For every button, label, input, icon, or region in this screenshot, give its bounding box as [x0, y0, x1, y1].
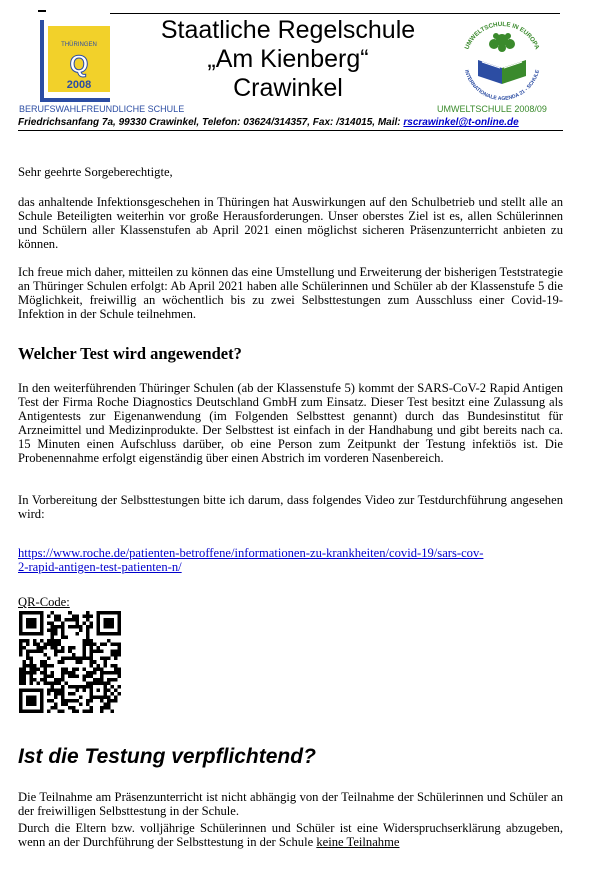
qr-code-icon[interactable] — [19, 611, 121, 713]
paragraph-3: In den weiterführenden Thüringer Schulen (ab der Klassenstufe 5) kommt der SARS-CoV-2 Rapid Antigen Test der Firma Roche Diagnostics Deutschland GmbH zum Einsatz. Dieser Test besitzt eine Zulassung als Antigentests zur Eigenanwendung (im Folgenden Selbsttest genannt) durch das Bundesinstitut für Arzneimittel und Medizinprodukte. Der Selbsttest ist einfach in der Handhabung und gibt bereits nach ca. 15 Minuten einen Aufschluss darüber, ob eine Person zum Zeitpunkt der Testung infektiös ist. Die Probenennahme erfolgt eigenständig über einen Abstrich im vorderen Nasenbereich. — [18, 381, 563, 466]
qr-label — [18, 595, 563, 609]
video-link-line-1[interactable]: https://www.roche.de/patienten-betroffene/informationen-zu-krankheiten/covid-19/sars-cov- — [18, 546, 484, 560]
title-line-2: „Am Kienberg“ — [207, 45, 369, 73]
address-text: Friedrichsanfang 7a, 99330 Crawinkel, Telefon: 03624/314357, Fax: /314015, Mail: — [18, 117, 404, 128]
paragraph-2: Ich freue mich daher, mitteilen zu können das eine Umstellung und Erweiterung der bisherigen Teststrategie an Thüringer Schulen erfolgt: Ab April 2021 haben alle Schülerinnen und Schüler ab der Klassenstufe 5 die Möglichkeit, freiwillig an wöchentlich bis zu zwei Selbsttestungen zum Ausschluss einer Covid-19-Infektion in der Schule teilnehmen. — [18, 265, 563, 322]
paragraph-5: Die Teilnahme am Präsenzunterricht ist nicht abhängig von der Teilnahme der Schülerinnen und Schüler an der freiwilligen Selbsttestung in der Schule. — [18, 790, 563, 819]
header-tick — [38, 10, 46, 12]
label-career-friendly-school: BERUFSWAHLFREUNDLICHE SCHULE — [19, 104, 185, 114]
heading-mandatory: Ist die Testung verpflichtend? — [18, 745, 316, 768]
video-link[interactable] — [18, 546, 563, 574]
eco-school-logo — [456, 16, 548, 104]
paragraph-6 — [18, 821, 563, 849]
salutation: Sehr geehrte Sorgeberechtigte, — [18, 165, 173, 179]
paragraph-1: das anhaltende Infektionsgeschehen in Thüringen hat Auswirkungen auf den Schulbetrieb und stellt alle an Schule Beteiligten weiterhin vor große Herausforderungen. Unser oberstes Ziel ist es, allen Schülerinnen und Schülern aller Klassenstufen ab April 2021 einen möglichst sicheren Präsenzunterricht anbieten zu können. — [18, 195, 563, 252]
quality-q-logo — [22, 18, 118, 104]
svg-text:INTERNATIONALE AGENDA 21 - SCH: INTERNATIONALE AGENDA 21 - SCHULE — [462, 69, 542, 103]
svg-text:UMWELTSCHULE IN EUROPA: UMWELTSCHULE IN EUROPA — [463, 20, 541, 51]
title-line-3: Crawinkel — [233, 74, 343, 102]
heading-which-test: Welcher Test wird angewendet? — [18, 344, 242, 363]
svg-text:2008: 2008 — [66, 79, 92, 91]
qr-label-text: QR-Code: — [18, 595, 70, 609]
label-eco-school: UMWELTSCHULE 2008/09 — [437, 104, 547, 114]
paragraph-6-text: Durch die Eltern bzw. volljährige Schülerinnen und Schüler ist eine Widerspruchserklärung abzugeben, wenn an der Durchführung der Selbsttestung in der Schule — [18, 821, 563, 850]
title-line-1: Staatliche Regelschule — [160, 16, 416, 44]
paragraph-4: In Vorbereitung der Selbsttestungen bitte ich darum, dass folgendes Video zur Testdurchführung angesehen wird: — [18, 493, 563, 522]
header-rule — [110, 13, 560, 14]
video-link-line-2[interactable]: 2-rapid-antigen-test-patienten-n/ — [18, 560, 182, 575]
svg-text:Q: Q — [69, 51, 89, 78]
paragraph-6-underlined: keine Teilnahme — [316, 835, 400, 850]
svg-text:THÜRINGEN: THÜRINGEN — [61, 42, 97, 48]
school-title — [120, 16, 456, 103]
email-link[interactable]: rscrawinkel@t-online.de — [403, 117, 519, 128]
address-line — [18, 117, 563, 131]
